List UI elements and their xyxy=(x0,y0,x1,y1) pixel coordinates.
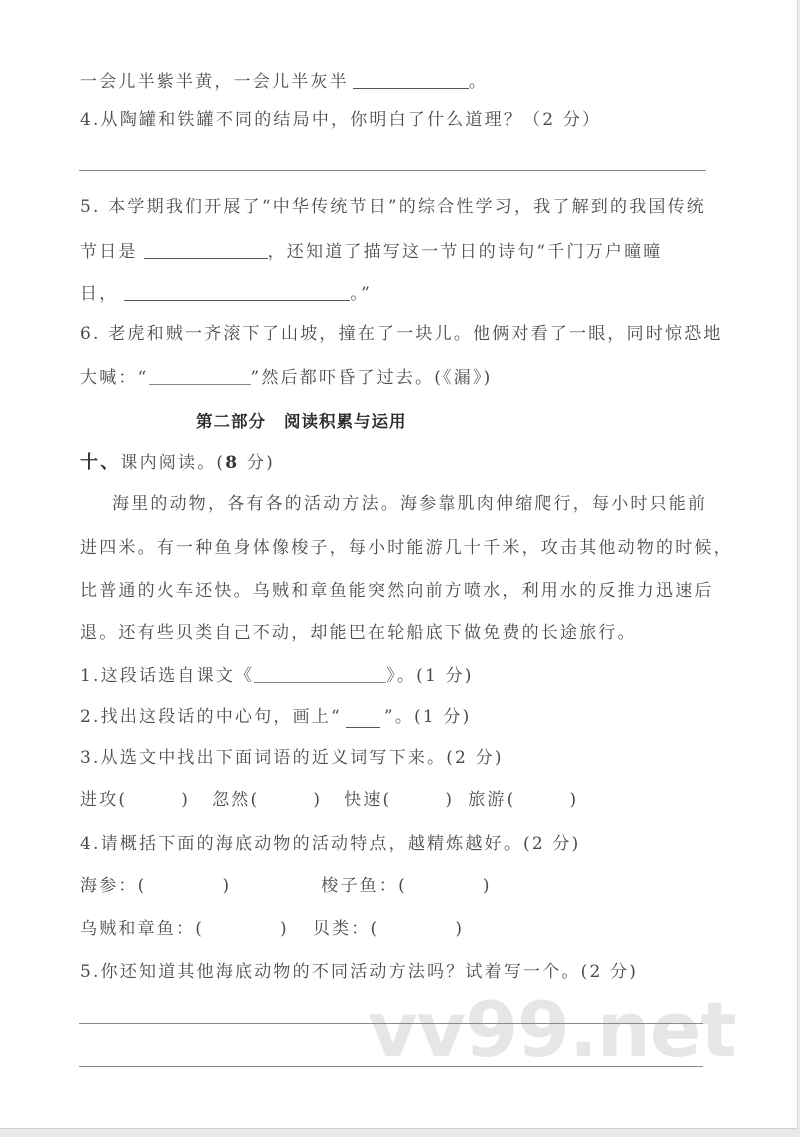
q5-line3-before: 日， xyxy=(80,284,119,304)
feature-close: ) xyxy=(482,876,492,896)
synonym-item-4[interactable] xyxy=(468,790,578,810)
q5-line2-before: 节日是 xyxy=(80,242,138,262)
reading-q3: 3.从选文中找出下面词语的近义词写下来。(2 分) xyxy=(80,748,504,768)
synonym-item-3[interactable] xyxy=(344,790,454,810)
synonym-close: ) xyxy=(313,790,323,810)
feature-close: ) xyxy=(455,919,465,939)
q3-tail-text: 一会儿半紫半黄，一会儿半灰半 xyxy=(80,72,349,92)
reading-q1-title-blank[interactable] xyxy=(254,681,386,683)
feature-close: ) xyxy=(280,919,289,939)
reading-q5: 5.你还知道其他海底动物的不同活动方法吗？试着写一个。(2 分) xyxy=(80,962,639,982)
section-10-score-unit: 分) xyxy=(239,453,275,473)
q4-answer-line[interactable] xyxy=(79,170,706,171)
reading-q4-row-2 xyxy=(80,917,464,941)
feature-label: 梭子鱼：( xyxy=(321,876,407,896)
q6-line-1: 6. 老虎和贼一齐滚下了山坡，撞在了一块儿。他俩对看了一眼，同时惊恐地 xyxy=(80,324,723,344)
reading-q4-row-1 xyxy=(80,874,492,898)
q3-answer-blank[interactable] xyxy=(353,87,469,89)
synonym-close: ) xyxy=(445,790,455,810)
feature-close: ) xyxy=(222,876,232,896)
reading-q4: 4.请概括下面的海底动物的活动特点，越精炼越好。(2 分) xyxy=(80,834,581,854)
q6-line-2 xyxy=(80,366,492,390)
reading-q1-after: 》。(1 分) xyxy=(386,666,474,686)
feature-item-shuttle-fish[interactable] xyxy=(321,876,491,896)
passage-line-2: 进四米。有一种鱼身体像梭子，每小时能游几十千米，攻击其他动物的时候， xyxy=(80,538,733,558)
feature-label: 乌贼和章鱼：( xyxy=(80,919,205,939)
reading-q3-words xyxy=(80,788,578,812)
passage-line-4: 退。还有些贝类自己不动，却能巴在轮船底下做免费的长途旅行。 xyxy=(80,623,637,643)
part2-label: 第二部分 xyxy=(196,412,266,431)
q6-shout-blank[interactable] xyxy=(149,383,251,385)
q6-line2-before: 大喊：“ xyxy=(80,368,149,388)
passage-line-3: 比普通的火车还快。乌贼和章鱼能突然向前方喷水，利用水的反推力迅速后 xyxy=(80,581,714,601)
reading-q5-answer-line-2[interactable] xyxy=(79,1066,703,1067)
reading-q2-before: 2.找出这段话的中心句，画上“ xyxy=(80,707,342,727)
synonym-label: 忽然( xyxy=(212,790,260,810)
synonym-item-1[interactable] xyxy=(80,790,190,810)
reading-q1-before: 1.这段话选自课文《 xyxy=(80,666,255,686)
q5-line-1: 5. 本学期我们开展了“中华传统节日”的综合性学习，我了解到的我国传统 xyxy=(80,197,707,217)
synonym-label: 进攻( xyxy=(80,790,128,810)
watermark: vv99.net xyxy=(368,985,736,1074)
part2-heading xyxy=(196,408,407,432)
feature-item-shellfish[interactable] xyxy=(313,919,464,939)
synonym-item-2[interactable] xyxy=(212,790,322,810)
section-10-heading xyxy=(80,451,275,475)
q5-festival-blank[interactable] xyxy=(144,257,268,259)
section-10-score: 8 xyxy=(225,453,240,473)
synonym-label: 旅游( xyxy=(468,790,516,810)
feature-item-squid-octopus[interactable] xyxy=(80,919,289,939)
q5-poem-blank[interactable] xyxy=(124,299,350,301)
q3-tail-line xyxy=(80,70,488,94)
synonym-close: ) xyxy=(569,790,579,810)
q5-line-3 xyxy=(80,282,372,306)
feature-label: 贝类：( xyxy=(312,919,380,939)
q4-question xyxy=(80,108,601,132)
q4-number: 4. xyxy=(80,110,101,130)
synonym-close: ) xyxy=(181,790,191,810)
q5-line3-after: 。” xyxy=(350,284,372,304)
q4-text: 从陶罐和铁罐不同的结局中，你明白了什么道理？（2 分） xyxy=(100,110,602,130)
part2-title: 阅读积累与运用 xyxy=(284,412,407,431)
q3-tail-end: 。 xyxy=(468,72,489,92)
passage-line-1: 海里的动物，各有各的活动方法。海参靠肌肉伸缩爬行，每小时只能前 xyxy=(112,494,708,514)
reading-q2-underline-sample xyxy=(346,726,380,728)
synonym-label: 快速( xyxy=(344,790,392,810)
q5-line2-after: ，还知道了描写这一节日的诗句“千门万户曈曈 xyxy=(267,242,663,262)
reading-q1 xyxy=(80,664,474,688)
feature-label: 海参：( xyxy=(80,876,147,896)
q5-line-2 xyxy=(80,240,663,264)
reading-q2-after: ”。(1 分) xyxy=(383,707,472,727)
q6-line2-after: ”然后都吓昏了过去。(《漏》) xyxy=(250,368,493,388)
reading-q5-answer-line-1[interactable] xyxy=(79,1023,703,1024)
feature-item-sea-cucumber[interactable] xyxy=(80,876,231,896)
section-10-title: 课内阅读。( xyxy=(120,453,226,473)
reading-q2 xyxy=(80,705,472,729)
section-10-number: 十、 xyxy=(80,452,121,473)
